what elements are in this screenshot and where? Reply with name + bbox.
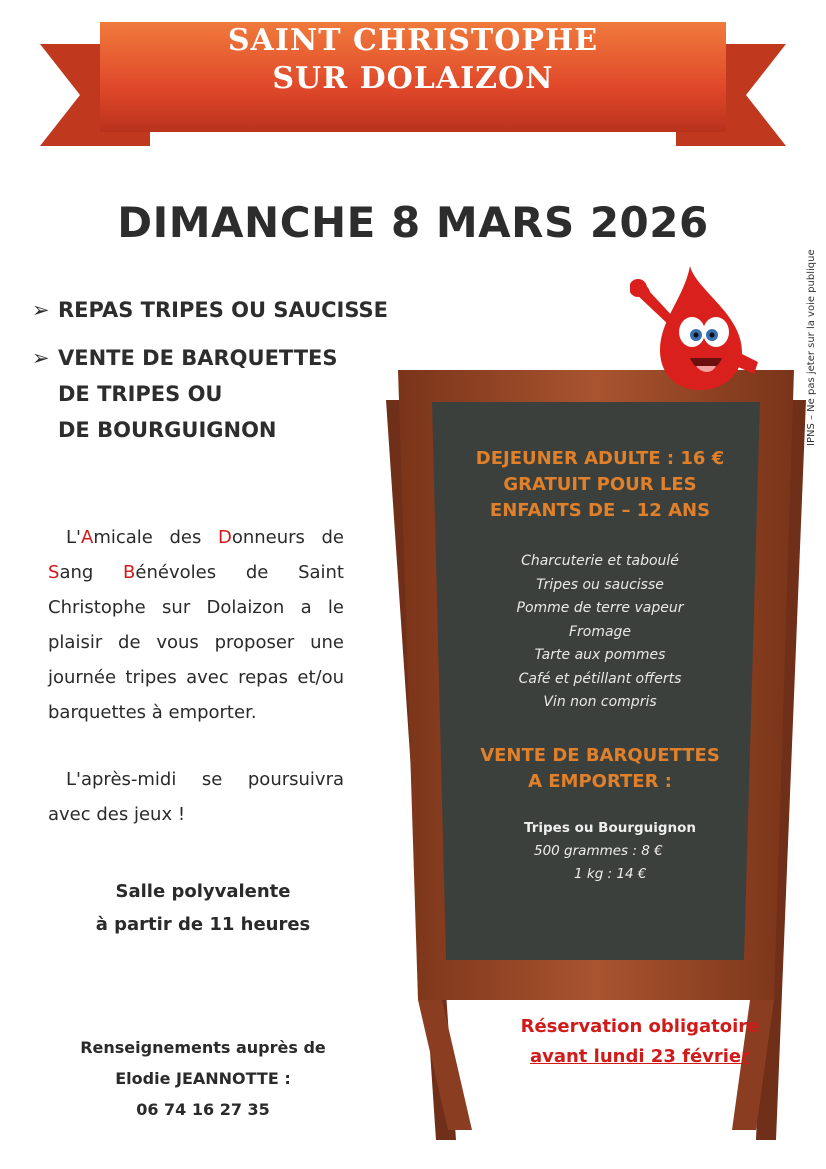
banner-line-2: SUR DOLAIZON xyxy=(272,61,554,96)
banner-line-1: SAINT CHRISTOPHE xyxy=(227,23,599,58)
arrow-bullet-icon: ➢ xyxy=(32,346,50,370)
reservation-deadline: avant lundi 23 février xyxy=(529,1046,751,1067)
intro-initial: B xyxy=(123,562,136,583)
bullet-text: DE BOURGUIGNON xyxy=(58,418,277,442)
ipns-note: IPNS – Ne pas jeter sur la voie publique xyxy=(806,249,817,446)
bullet-item xyxy=(32,292,392,328)
board-free-line: GRATUIT POUR LES xyxy=(503,474,697,495)
intro-initial: A xyxy=(80,527,94,548)
contact-name: Elodie JEANNOTTE : xyxy=(115,1069,291,1088)
board-price-adult: DEJEUNER ADULTE : 16 € xyxy=(475,448,725,469)
menu-item: Tarte aux pommes xyxy=(534,647,666,663)
bullet-text: DE TRIPES OU xyxy=(58,382,223,406)
contact-phone: 06 74 16 27 35 xyxy=(136,1100,270,1119)
venue-info xyxy=(40,875,366,941)
blood-drop-mascot-icon xyxy=(630,262,770,392)
intro-initial: S xyxy=(48,562,60,583)
banner-title xyxy=(0,22,826,98)
venue-time: à partir de 11 heures xyxy=(95,914,311,935)
board-content xyxy=(432,446,768,886)
bullet-list xyxy=(32,292,392,448)
arrow-bullet-icon: ➢ xyxy=(32,298,50,322)
reservation-line: Réservation obligatoire xyxy=(520,1016,760,1037)
menu-list xyxy=(432,550,768,715)
board-heading xyxy=(432,446,768,524)
menu-item: Vin non compris xyxy=(543,694,657,710)
intro-text: L' xyxy=(66,527,81,548)
menu-item: Pomme de terre vapeur xyxy=(516,600,684,616)
intro-text: énévoles de Saint Christophe sur Dolaizon a le plaisir de vous proposer une journée tripes avec repas et/ou barquettes à emporter. xyxy=(48,562,344,723)
takeaway-prices xyxy=(432,817,768,886)
event-date: DIMANCHE 8 MARS 2026 xyxy=(117,198,709,247)
afternoon-note xyxy=(48,762,344,832)
bullet-text: REPAS TRIPES OU SAUCISSE xyxy=(58,298,389,322)
venue-line: Salle polyvalente xyxy=(115,881,291,902)
board-children-line: ENFANTS DE – 12 ANS xyxy=(489,500,711,521)
afternoon-text: L'après-midi se poursuivra avec des jeux ! xyxy=(48,769,344,825)
intro-text: ang xyxy=(59,562,124,583)
takeaway-line: A EMPORTER : xyxy=(528,770,672,792)
takeaway-title: Tripes ou Bourguignon xyxy=(524,819,697,836)
price-item: 500 grammes : 8 € xyxy=(534,842,663,859)
menu-item: Charcuterie et taboulé xyxy=(521,553,679,569)
takeaway-heading xyxy=(432,743,768,795)
menu-item: Fromage xyxy=(568,623,632,640)
menu-item: Café et pétillant offerts xyxy=(518,670,682,687)
price-item: 1 kg : 14 € xyxy=(574,865,647,882)
intro-initial: D xyxy=(217,527,232,548)
bullet-text: VENTE DE BARQUETTES xyxy=(58,346,338,370)
contact-line: Renseignements auprès de xyxy=(80,1038,326,1057)
reservation-note xyxy=(505,1012,775,1072)
intro-text: micale des xyxy=(93,527,218,548)
menu-item: Tripes ou saucisse xyxy=(536,576,664,593)
bullet-item xyxy=(32,340,392,448)
takeaway-line: VENTE DE BARQUETTES xyxy=(480,744,720,766)
intro-text: onneurs de xyxy=(231,527,345,548)
intro-paragraph xyxy=(48,520,344,730)
contact-info xyxy=(40,1032,366,1125)
